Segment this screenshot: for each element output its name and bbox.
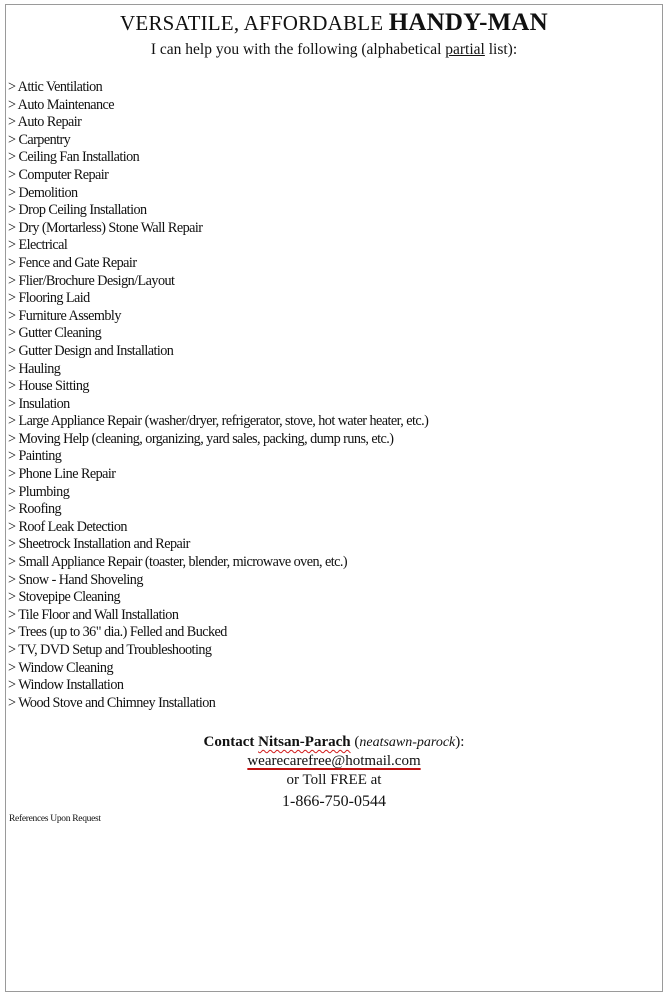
phone-number: 1-866-750-0544 bbox=[282, 793, 386, 810]
email-link[interactable]: wearecarefree@hotmail.com bbox=[247, 753, 421, 769]
service-item: > Fence and Gate Repair bbox=[8, 254, 137, 271]
service-item: > Gutter Cleaning bbox=[8, 325, 102, 342]
service-item: > Flier/Brochure Design/Layout bbox=[8, 272, 175, 289]
service-item: > Gutter Design and Installation bbox=[8, 342, 174, 359]
service-item: > Painting bbox=[8, 448, 62, 465]
flyer-subtitle bbox=[6, 41, 662, 59]
service-item: > Electrical bbox=[8, 237, 68, 254]
subtitle-before: I can help you with the following (alphabetical bbox=[150, 41, 446, 58]
contact-lead: Contact bbox=[203, 734, 259, 750]
service-item: > Window Cleaning bbox=[8, 659, 114, 676]
service-item: > Roof Leak Detection bbox=[8, 518, 127, 535]
references-note: References Upon Request bbox=[9, 814, 101, 824]
service-item: > Computer Repair bbox=[8, 166, 109, 183]
service-item: > Auto Repair bbox=[8, 114, 82, 131]
service-item: > Roofing bbox=[8, 501, 62, 518]
service-item: > Trees (up to 36" dia.) Felled and Bucked bbox=[8, 624, 227, 641]
flyer-title bbox=[6, 9, 662, 37]
service-item: > Drop Ceiling Installation bbox=[8, 202, 147, 219]
service-item: > Tile Floor and Wall Installation bbox=[8, 606, 179, 623]
service-item: > Wood Stove and Chimney Installation bbox=[8, 694, 216, 711]
service-item: > Large Appliance Repair (washer/dryer, refrigerator, stove, hot water heater, etc.) bbox=[8, 413, 429, 430]
service-item: > Sheetrock Installation and Repair bbox=[8, 536, 190, 553]
service-item: > Demolition bbox=[8, 184, 78, 201]
services-list bbox=[8, 79, 428, 712]
subtitle-after: list): bbox=[484, 41, 518, 58]
contact-block bbox=[6, 733, 662, 811]
service-item: > Dry (Mortarless) Stone Wall Repair bbox=[8, 219, 203, 236]
service-item: > Furniture Assembly bbox=[8, 307, 121, 324]
contact-name: Nitsan-Parach bbox=[258, 734, 351, 750]
contact-pronunciation: neatsawn-parock bbox=[359, 735, 456, 750]
service-item: > Carpentry bbox=[8, 131, 71, 148]
service-item: > Stovepipe Cleaning bbox=[8, 589, 121, 606]
email-line bbox=[6, 752, 662, 771]
toll-free-label: or Toll FREE at bbox=[286, 772, 382, 788]
title-prefix: VERSATILE, AFFORDABLE bbox=[120, 11, 389, 35]
service-item: > Insulation bbox=[8, 395, 70, 412]
service-item: > House Sitting bbox=[8, 378, 89, 395]
service-item: > Hauling bbox=[8, 360, 61, 377]
service-item: > Attic Ventilation bbox=[8, 79, 103, 95]
contact-line bbox=[6, 733, 662, 752]
service-item: > Snow - Hand Shoveling bbox=[8, 571, 143, 588]
flyer-page bbox=[5, 4, 663, 992]
title-emphasis: HANDY-MAN bbox=[388, 9, 548, 36]
service-item: > Flooring Laid bbox=[8, 290, 90, 307]
service-item: > Small Appliance Repair (toaster, blender, microwave oven, etc.) bbox=[8, 554, 348, 571]
service-item: > Auto Maintenance bbox=[8, 96, 115, 113]
pronunciation-close: ): bbox=[455, 734, 465, 750]
service-item: > Phone Line Repair bbox=[8, 466, 116, 483]
service-item: > TV, DVD Setup and Troubleshooting bbox=[8, 642, 212, 658]
service-item: > Plumbing bbox=[8, 483, 70, 500]
service-item: > Ceiling Fan Installation bbox=[8, 149, 140, 166]
subtitle-underlined: partial bbox=[445, 41, 485, 58]
service-item: > Window Installation bbox=[8, 677, 124, 694]
pronunciation-open: ( bbox=[350, 734, 360, 750]
service-item: > Moving Help (cleaning, organizing, yard sales, packing, dump runs, etc.) bbox=[8, 430, 394, 447]
